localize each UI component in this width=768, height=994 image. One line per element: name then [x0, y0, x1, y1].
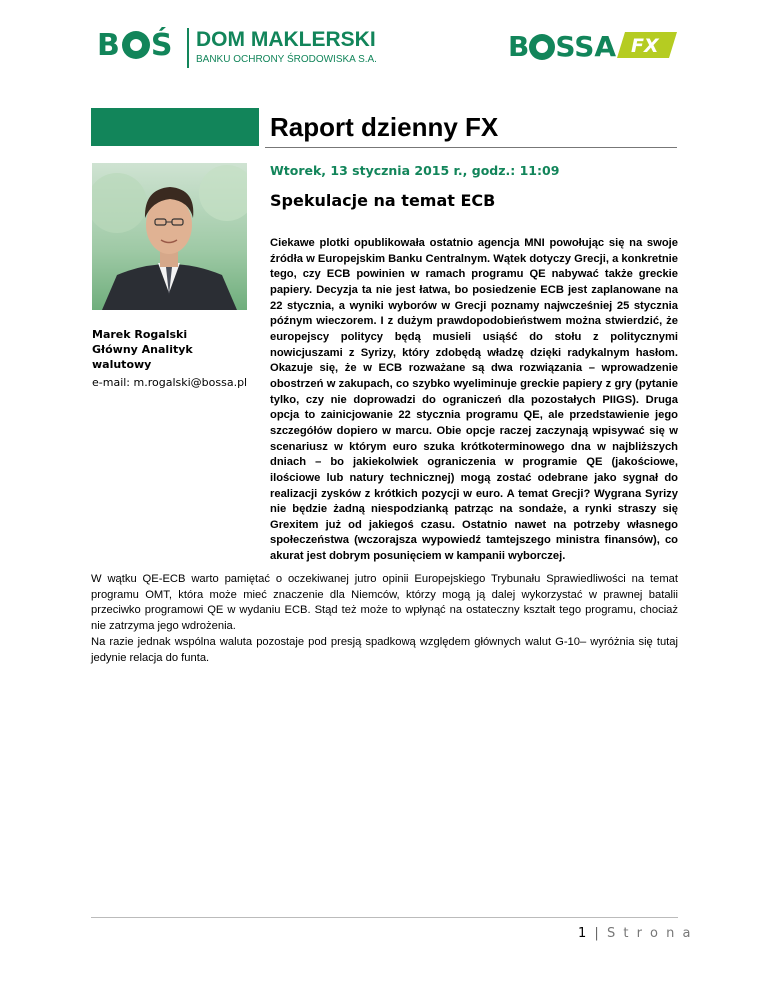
page-separator: | [594, 926, 601, 941]
lead-paragraph: Ciekawe plotki opublikowała ostatnio agencja MNI powołując się na swoje źródła w Europejskim Banku Centralnym. Wątek dotyczy Grecji, a konkretnie tego, czy ECB powinien w ramach programu QE nabywać także greckie papiery. Decyzja ta nie jest łatwa, bo posiedzenie ECB jest zaplanowane na 22 stycznia, a wyniki wyborów w Grecji poznamy najwcześniej 25 stycznia późnym wieczorem. I z dużym prawdopodobieństwem można stwierdzić, że europejscy politycy będą musieli usiąść do stołu z politycznymi nowicjuszami z Syrizy, który zdobędą władzę dzięki radykalnym hasłom. Okazuje się, że w ECB rozważane są dwa rozwiązania – wprowadzenie obostrzeń w zakupach, co szybko wyeliminuje greckie papiery z gry (pytanie tylko, czy nie doprowadzi do ograniczeń dla pozostałych PIIGS). Druga opcja to zainicjowanie 22 stycznia programu QE, ale przedstawienie jego szczegółów dopiero w marcu. Obie opcje raczej zaczynają wpisywać się w scenariusz w którym euro szuka krótkoterminowego dna w najbliższych dniach – bo jakiekolwiek ograniczenia w programie QE (jakościowe, ilościowe lub natury technicznej) mogą zostać odebrane jako sygnał do realizacji zysków z krótkich pozycji w euro. A temat Grecji? Wygrana Syrizy nie będzie żadną niespodzianką patrząc na sondaże, a rynki straszy się Grexitem już od jakiegoś czasu. Ostatnio nawet na potrzeby własnego społeczeństwa (wczorajsza wypowiedź tamtejszego ministra finansów), co akurat jest dobrym posunięciem w kampanii wyborczej. [270, 237, 678, 563]
author-name-line1: Marek Rogalski [92, 328, 188, 341]
company-subtitle: BANKU OCHRONY ŚRODOWISKA S.A. [196, 54, 377, 65]
author-email[interactable]: e-mail: m.rogalski@bossa.pl [92, 376, 248, 389]
bos-logo: B Ś [97, 28, 174, 63]
body-paragraph-2: Na razie jednak wspólna waluta pozostaje pod presją spadkową względem głównych walut G-10– wyróżnia się tutaj jedynie relacja do funta. [91, 636, 678, 664]
svg-text:FX: FX [631, 35, 659, 57]
logo-divider [187, 28, 189, 68]
report-date: Wtorek, 13 stycznia 2015 r., godz.: 11:09 [270, 163, 560, 178]
page-number-value: 1 [578, 926, 589, 941]
bossa-leaf-icon [529, 34, 555, 60]
company-title: DOM MAKLERSKI [196, 28, 376, 51]
bossa-logo: B SSA [508, 30, 617, 63]
author-name-line2: Główny Analityk [92, 343, 193, 356]
headline: Spekulacje na temat ECB [270, 191, 496, 210]
title-band [91, 108, 259, 146]
bos-leaf-icon [122, 31, 150, 59]
author-photo [92, 163, 247, 310]
page-number [578, 926, 692, 941]
page-label: S t r o n a [606, 926, 693, 941]
author-name [92, 327, 262, 372]
author-name-line3: walutowy [92, 358, 152, 371]
title-underline [265, 147, 677, 148]
footer-divider [91, 917, 678, 918]
report-title: Raport dzienny FX [270, 112, 499, 142]
fx-logo [617, 32, 677, 58]
body-paragraph-1: W wątku QE-ECB warto pamiętać o oczekiwanej jutro opinii Europejskiego Trybunału Sprawiedliwości na temat programu OMT, która może mieć znaczenie dla Niemców, którzy mogą ją dalej wykorzystać w prawnej batalii przeciwko programowi QE w wydaniu ECB. Stąd też może to wpłynąć na ostateczny kształt tego programu, chociaż nie zatrzyma jego wdrożenia. [91, 573, 678, 632]
